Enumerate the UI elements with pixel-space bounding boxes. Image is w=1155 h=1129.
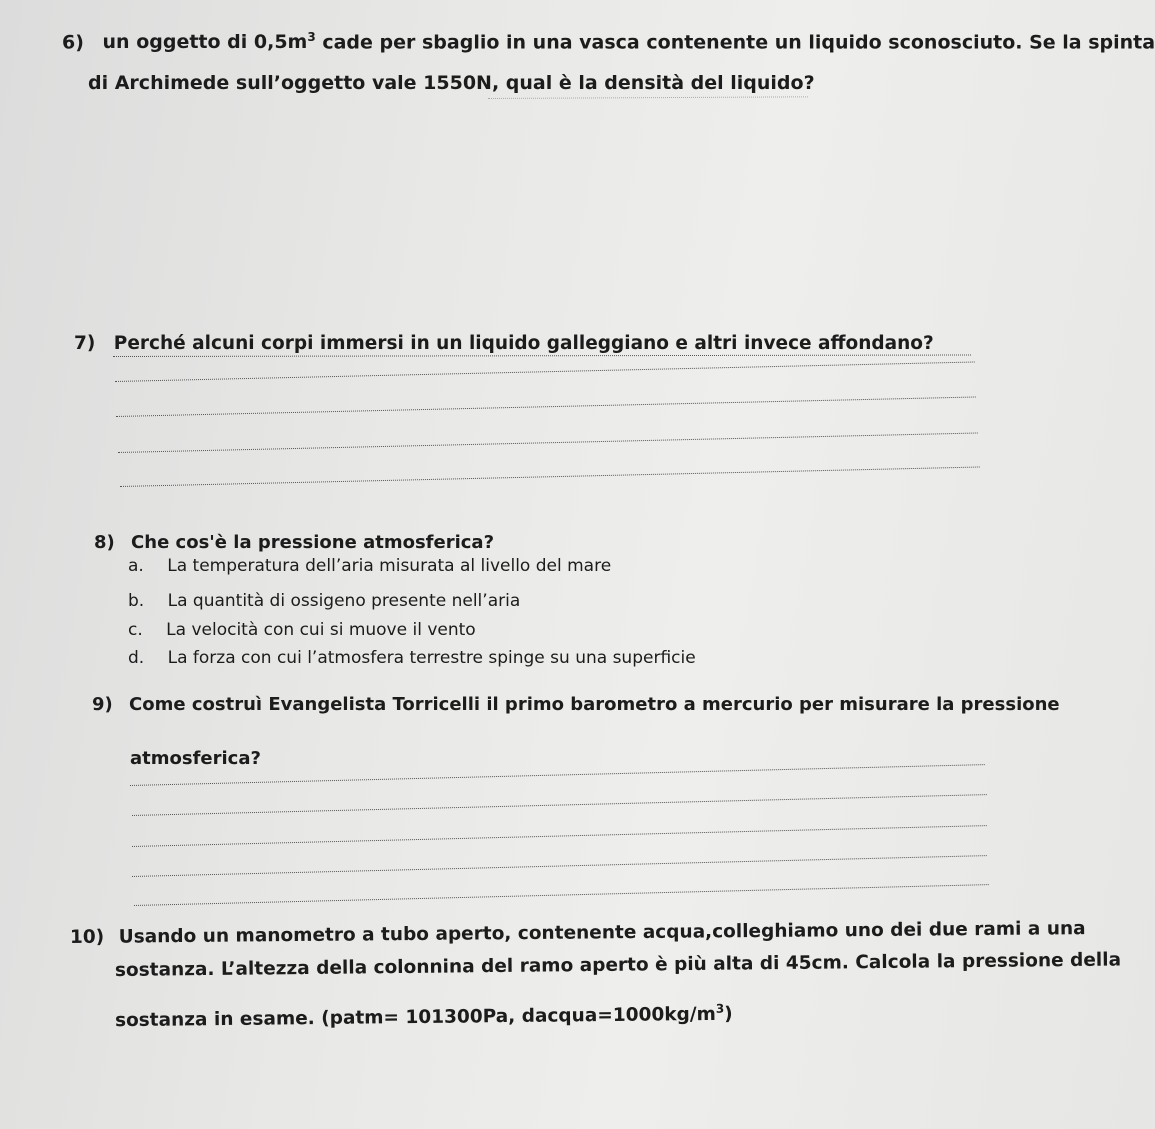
q6-text-b: cade per sbaglio in una vasca contenente un liquido sconosciuto. Se la spinta <box>315 31 1155 54</box>
q8-number: 8) <box>94 532 115 553</box>
q6-line-2: di Archimede sull’oggetto vale 1550N, qual è la densità del liquido? <box>88 72 815 94</box>
q9-answer-line-4[interactable] <box>132 855 987 877</box>
q10-exponent: 3 <box>715 1001 725 1016</box>
q7-answer-line-2[interactable] <box>115 361 975 382</box>
q8-option-a[interactable] <box>128 556 611 576</box>
q9-answer-line-3[interactable] <box>132 825 987 847</box>
q6-exponent: 3 <box>307 30 316 44</box>
q10-text-3a: sostanza in esame. (patm= 101300Pa, dacqua=1000kg/m <box>114 1003 716 1032</box>
q8-question <box>94 532 494 554</box>
q8-option-text: La forza con cui l’atmosfera terrestre spinge su una superficie <box>167 648 696 668</box>
q7-text: Perché alcuni corpi immersi in un liquido galleggiano e altri invece affondano? <box>113 333 934 354</box>
q10-line-1 <box>70 918 1086 949</box>
q7-answer-line-4[interactable] <box>118 432 978 453</box>
q9-answer-line-2[interactable] <box>132 794 987 816</box>
q10-number: 10) <box>69 926 105 948</box>
q6-line-1 <box>62 30 1155 54</box>
q6-answer-line <box>488 96 808 99</box>
q9-question-line-2: atmosferica? <box>130 748 261 769</box>
q8-option-letter: c. <box>128 620 143 640</box>
q10-text-3b: ) <box>724 1003 733 1025</box>
q6-text-a: un oggetto di 0,5m <box>102 31 308 54</box>
q9-answer-line-5[interactable] <box>134 884 989 906</box>
q8-option-b[interactable] <box>128 591 520 611</box>
q8-option-letter: d. <box>128 648 145 668</box>
q6-number: 6) <box>62 31 84 54</box>
q8-option-letter: b. <box>128 591 145 611</box>
q8-option-text: La velocità con cui si muove il vento <box>166 620 476 640</box>
q8-option-c[interactable] <box>128 620 476 640</box>
q9-text: Come costruì Evangelista Torricelli il primo barometro a mercurio per misurare la pressione <box>129 694 1060 715</box>
q8-option-d[interactable] <box>128 648 696 668</box>
q7-answer-line-3[interactable] <box>116 396 976 417</box>
q10-line-2: sostanza. L’altezza della colonnina del ramo aperto è più alta di 45cm. Calcola la pressione della <box>114 949 1122 981</box>
q9-number: 9) <box>92 694 113 715</box>
q9-question-line-1 <box>92 694 1060 716</box>
q8-option-letter: a. <box>128 556 144 576</box>
q7-answer-line-5[interactable] <box>120 466 980 487</box>
q8-option-text: La temperatura dell’aria misurata al livello del mare <box>167 556 612 576</box>
q8-text: Che cos'è la pressione atmosferica? <box>131 532 495 553</box>
q7-question <box>74 333 934 355</box>
q8-option-text: La quantità di ossigeno presente nell’aria <box>167 591 521 611</box>
q7-number: 7) <box>74 333 96 354</box>
q7-answer-line-1[interactable] <box>113 355 971 357</box>
q10-line-3 <box>115 1002 733 1033</box>
q10-text-1: Usando un manometro a tubo aperto, contenente acqua,colleghiamo uno dei due rami a una <box>118 918 1086 948</box>
